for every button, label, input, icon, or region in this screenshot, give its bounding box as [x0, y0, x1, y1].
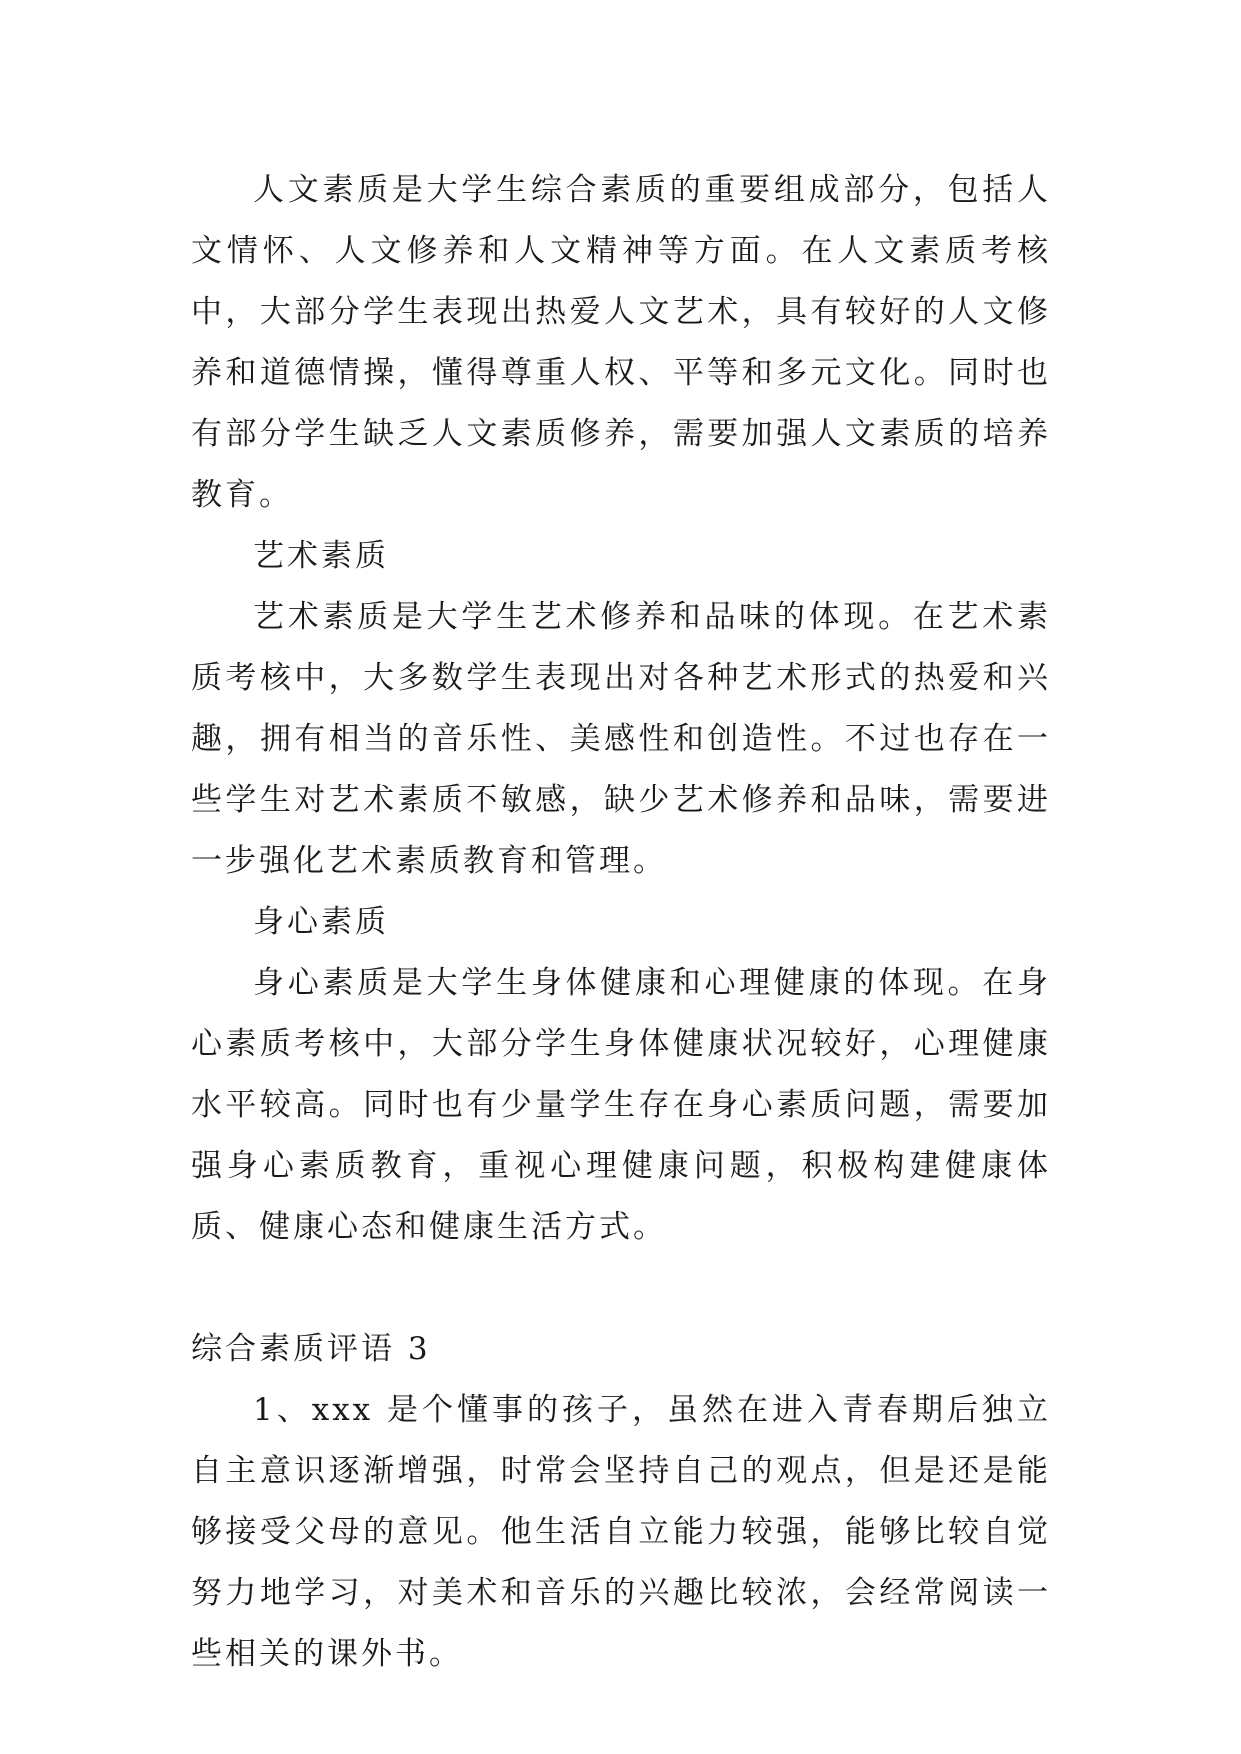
subheading-art: 艺术素质: [253, 538, 389, 574]
paragraph-body-mind: 身心素质是大学生身体健康和心理健康的体现。在身心素质考核中，大部分学生身体健康状况较好，心理健康水平较高。同时也有少量学生存在身心素质问题，需要加强身心素质教育，重视心理健康问题，积极构建健康体质、健康心态和健康生活方式。: [191, 965, 1051, 1245]
document-body: [191, 160, 1051, 1685]
section-title: 综合素质评语 3: [191, 1331, 431, 1367]
paragraph-humanities: 人文素质是大学生综合素质的重要组成部分，包括人文情怀、人文修养和人文精神等方面。在人文素质考核中，大部分学生表现出热爱人文艺术，具有较好的人文修养和道德情操，懂得尊重人权、平等和多元文化。同时也有部分学生缺乏人文素质修养，需要加强人文素质的培养教育。: [191, 172, 1051, 513]
paragraph-art: 艺术素质是大学生艺术修养和品味的体现。在艺术素质考核中，大多数学生表现出对各种艺术形式的热爱和兴趣，拥有相当的音乐性、美感性和创造性。不过也存在一些学生对艺术素质不敏感，缺少艺术修养和品味，需要进一步强化艺术素质教育和管理。: [191, 599, 1051, 879]
subheading-body-mind: 身心素质: [253, 904, 389, 940]
paragraph-comment-1: 1、xxx 是个懂事的孩子，虽然在进入青春期后独立自主意识逐渐增强，时常会坚持自己的观点，但是还是能够接受父母的意见。他生活自立能力较强，能够比较自觉努力地学习，对美术和音乐的兴趣比较浓，会经常阅读一些相关的课外书。: [191, 1392, 1051, 1672]
